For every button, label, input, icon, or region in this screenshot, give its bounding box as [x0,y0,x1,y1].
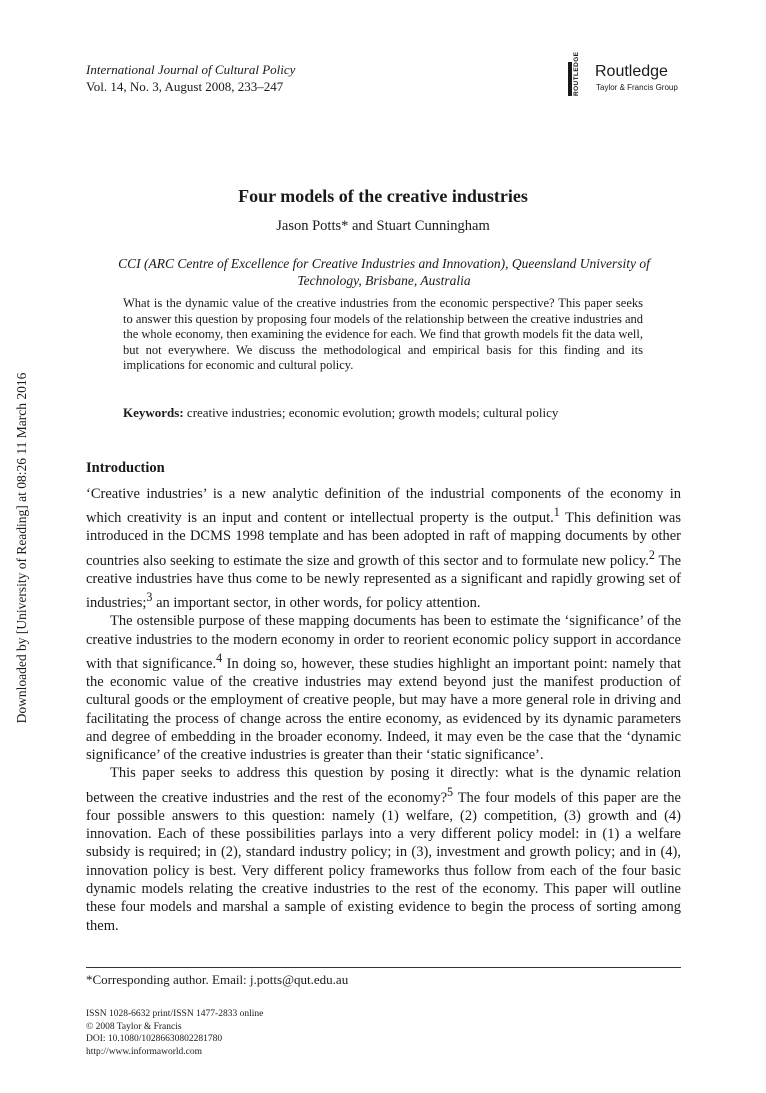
issn: ISSN 1028-6632 print/ISSN 1477-2833 online [86,1009,264,1019]
publication-footer [86,1008,263,1058]
publisher-url[interactable]: http://www.informaworld.com [86,1046,203,1057]
corresponding-author-note: *Corresponding author. Email: j.potts@qut.edu.au [86,972,349,987]
section-heading-introduction: Introduction [86,460,165,476]
logo-vertical-text: ROUTLEDGE [573,51,580,96]
journal-name: International Journal of Cultural Policy [86,62,296,77]
footnote-ref: 3 [146,590,153,605]
keywords [123,405,643,421]
keywords-label: Keywords: [123,405,184,420]
article-authors: Jason Potts* and Stuart Cunningham [276,218,490,234]
article-affiliation: CCI (ARC Centre of Excellence for Creative Industries and Innovation), Queensland University of Technology, Brisbane, Australia [118,256,650,288]
footnote-ref: 2 [648,547,655,562]
publisher-logo [568,51,688,98]
doi: DOI: 10.1080/10286630802281780 [86,1034,223,1044]
paragraph: ‘Creative industries’ is a new analytic definition of the industrial components of the economy in which creativity is an input and content or intellectual property is the output.$^1$ This definition was introduced in the DCMS 1998 template and has been adopted in raft of mapping documents by other countries also seeking to estimate the size and growth of this sector and to formulate new policy.$^2$ The creative industries have thus come to be newly represented as a significant and rapidly growing set of industries;$^3$ an important sector, in other words, for policy attention. [86,486,682,611]
publisher-group: Taylor & Francis Group [596,83,678,92]
copyright: © 2008 Taylor & Francis [86,1021,182,1032]
journal-header [86,61,295,95]
footnote-ref: 5 [447,784,454,799]
keywords-list: creative industries; economic evolution; growth models; cultural policy [186,405,559,420]
footnote-ref: 1 [553,505,560,520]
paragraph: The ostensible purpose of these mapping documents has been to estimate the ‘significance’ of the creative industries to the modern economy in order to reorient economic policy support in accordance with that significance.$^4$ In doing so, however, these studies highlight an important point: namely that the economic value of the creative industries may extend beyond just the manifest production of cultural goods or the employment of creative people, but may have a more general role in driving and facilitating the process of change across the entire economy, as evidenced by its dynamic parameters and degree of embedding in the broader economy. Indeed, it may even be the case that the ‘dynamic significance’ of the creative industries is greater than their ‘static significance’. [86,613,681,764]
routledge-mark-icon [568,51,588,96]
paragraph: This paper seeks to address this question by posing it directly: what is the dynamic relation between the creative industries and the rest of the economy?$^5$ The four models of this paper are the four possible answers to this question: namely (1) welfare, (2) competition, (3) growth and (4) innovation. Each of these possibilities parlays into a very different policy model: in (1) a welfare subsidy is required; in (2), standard industry policy; in (3), investment and growth policy; and in (4), innovation policy is best. Very different policy frameworks thus follow from each of the four basic dynamic models relating the creative industries to the rest of the economy. This paper will outline these four models and marshal a sample of existing evidence to begin the process of sorting among them. [86,765,681,934]
publisher-brand: Routledge [595,63,668,80]
article-title: Four models of the creative industries [238,186,528,206]
footnote-divider [86,967,681,968]
journal-issue: Vol. 14, No. 3, August 2008, 233–247 [86,79,284,94]
download-note: Downloaded by [University of Reading] at 08:26 11 March 2016 [14,372,29,724]
article-body [86,485,681,935]
abstract: What is the dynamic value of the creative industries from the economic perspective? This paper seeks to answer this question by proposing four models of the relationship between the creative industries and the whole economy, then examining the evidence for each. We find that growth models fit the data well, but not everywhere. We discuss the methodological and empirical basis for this finding and its implications for economic and cultural policy. [123,296,644,373]
footnote-ref: 4 [216,650,223,665]
